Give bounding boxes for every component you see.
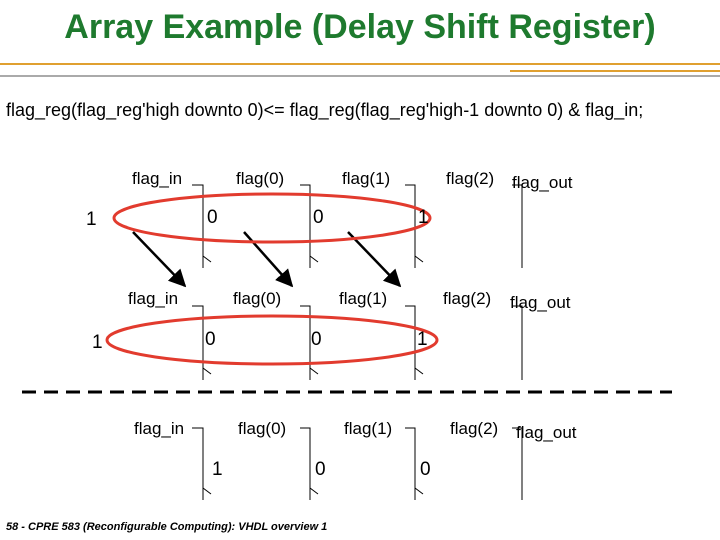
highlight-ellipse [107, 316, 437, 364]
label-flag-in: flag_in [128, 289, 179, 308]
shift-arrow [244, 232, 292, 286]
university-name: Iowa State University [528, 514, 659, 530]
value-flag-0: 1 [212, 459, 223, 480]
register-block [192, 428, 522, 500]
label-flag-1: flag(1) [339, 289, 388, 308]
label-flag-0: flag(0) [238, 419, 287, 438]
label-flag-1: flag(1) [344, 419, 393, 438]
label-flag-out: flag_out [510, 293, 571, 312]
value-flag-0: 0 [207, 207, 218, 228]
label-flag-2: flag(2) [450, 419, 499, 438]
label-flag-in: flag_in [134, 419, 185, 438]
value-flag-2: 0 [420, 459, 431, 480]
vhdl-code-line: flag_reg(flag_reg'high downto 0)<= flag_reg(flag_reg'high-1 downto 0) & flag_in; [6, 100, 644, 120]
value-flag-1: 0 [311, 329, 322, 350]
highlight-ellipse [114, 194, 430, 242]
label-flag-out: flag_out [516, 423, 577, 442]
value-flag-1: 0 [313, 207, 324, 228]
label-flag-in: flag_in [132, 169, 183, 188]
slide-footer: 58 - CPRE 583 (Reconfigurable Computing): VHDL overview 1 [6, 521, 328, 533]
value-flag-2: 1 [418, 207, 429, 228]
label-flag-2: flag(2) [443, 289, 492, 308]
label-flag-out: flag_out [512, 173, 573, 192]
label-flag-0: flag(0) [233, 289, 282, 308]
value-flag-1: 0 [315, 459, 326, 480]
shift-arrow [348, 232, 400, 286]
shift-arrow [133, 232, 185, 286]
label-flag-1: flag(1) [342, 169, 391, 188]
label-flag-2: flag(2) [446, 169, 495, 188]
value-input: 1 [92, 332, 103, 353]
value-input: 1 [86, 209, 97, 230]
value-flag-2: 1 [417, 329, 428, 350]
label-flag-0: flag(0) [236, 169, 285, 188]
slide-title: Array Example (Delay Shift Register) [64, 8, 656, 46]
value-flag-0: 0 [205, 329, 216, 350]
